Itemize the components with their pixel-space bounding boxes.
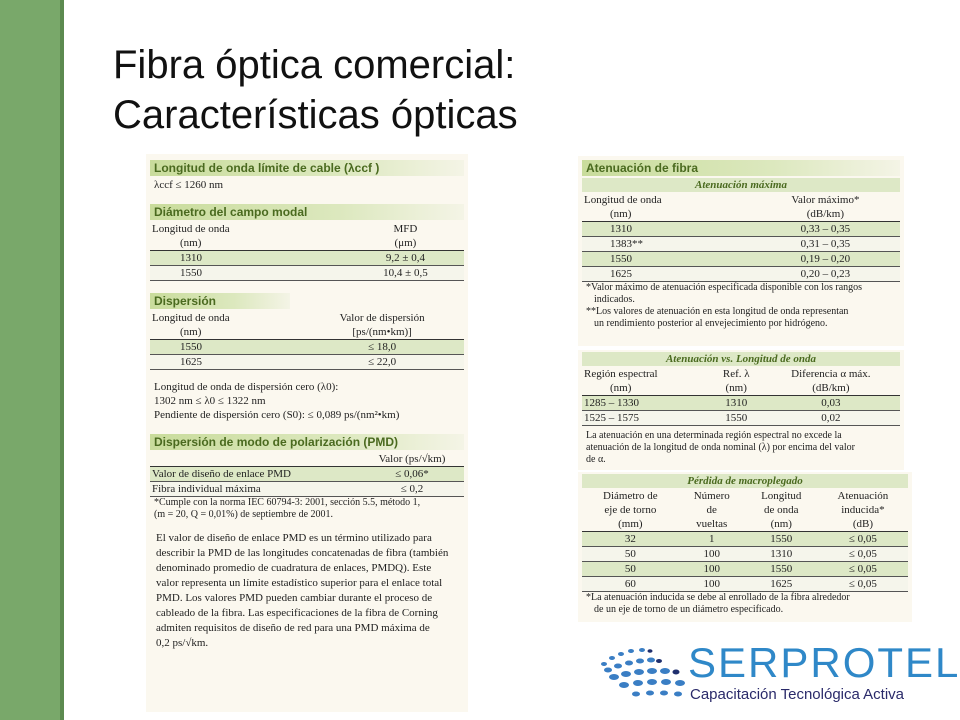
pmd-cell: Fibra individual máxima: [150, 482, 360, 497]
disp-cell: ≤ 18,0: [300, 340, 464, 355]
mfd-col2-label: MFD: [393, 223, 418, 235]
avw-col3-label: Diferencia α máx.: [791, 368, 871, 380]
mb-cell: ≤ 0,05: [818, 532, 908, 547]
att-col1-label: Longitud de onda: [584, 194, 662, 206]
mb-cell: 50: [582, 547, 679, 562]
macrobend-subtitle: Pérdida de macroplegado: [582, 474, 908, 488]
mb-cell: 100: [679, 562, 745, 577]
mfd-cell: 1310: [150, 251, 347, 266]
mb-header: (mm): [582, 517, 679, 532]
specs-left-panel: [146, 154, 468, 712]
table-row: [582, 237, 900, 252]
macrobend-panel: [578, 472, 912, 622]
pmd-col-header: Valor (ps/√km): [360, 452, 464, 467]
mb-cell: 1550: [745, 562, 818, 577]
slide-title-line2: Características ópticas: [113, 93, 518, 137]
table-row: [150, 340, 464, 355]
avw-note: de α.: [586, 454, 606, 465]
att-note: indicados.: [594, 294, 635, 305]
att-cell: 0,20 – 0,23: [751, 267, 900, 282]
disp-col1-unit: (nm): [150, 325, 300, 340]
disp-cell: 1625: [150, 355, 300, 370]
att-cell: 0,31 – 0,35: [751, 237, 900, 252]
att-note: un rendimiento posterior al envejecimiento por hidrógeno.: [594, 318, 828, 329]
att-cell: 1310: [582, 222, 751, 237]
mb-header: Atenuación: [837, 490, 889, 502]
disp-col1-label: Longitud de onda: [152, 312, 230, 324]
pmd-para-line: 0,2 ps/√km.: [156, 637, 209, 649]
mb-header: Número: [693, 490, 730, 502]
pmd-para-line: valor representa un límite estadístico superior para el enlace total: [156, 577, 443, 589]
pmd-para-line: cableado de la fibra. Las especificaciones de la fibra de Corning: [156, 607, 438, 619]
mfd-col2-unit: (μm): [347, 236, 464, 251]
disp-col2-unit: [ps/(nm•km)]: [300, 325, 464, 340]
disp-cell: 1550: [150, 340, 300, 355]
mb-cell: 60: [582, 577, 679, 592]
disp-col2-label: Valor de dispersión: [339, 312, 425, 324]
table-row: [150, 482, 464, 497]
pmd-note-1: *Cumple con la norma IEC 60794-3: 2001, sección 5.5, método 1,: [154, 497, 421, 508]
zero-dispersion-range: 1302 nm ≤ λ0 ≤ 1322 nm: [154, 395, 266, 407]
avw-cell: 1550: [711, 411, 762, 426]
disp-cell: ≤ 22,0: [300, 355, 464, 370]
avw-col1-unit: (nm): [582, 381, 711, 396]
pmd-paragraph: [150, 531, 464, 651]
mb-cell: 1550: [745, 532, 818, 547]
att-note: *Valor máximo de atenuación especificada disponible con los rangos: [586, 282, 863, 293]
slide-title-line1: Fibra óptica comercial:: [113, 43, 516, 87]
table-row: [582, 562, 908, 577]
attenuation-subtitle: Atenuación máxima: [582, 178, 900, 192]
mb-cell: 100: [679, 577, 745, 592]
att-note: **Los valores de atenuación en esta longitud de onda representan: [586, 306, 849, 317]
slide-title: [113, 40, 518, 140]
avw-cell: 0,02: [762, 411, 900, 426]
table-row: [582, 547, 908, 562]
mb-cell: ≤ 0,05: [818, 577, 908, 592]
serprotel-logo: [596, 639, 960, 710]
mb-header: Diámetro de: [603, 490, 658, 502]
decorative-side-bar: [0, 0, 60, 720]
att-col2-label: Valor máximo*: [791, 194, 860, 206]
attenuation-panel: [578, 156, 904, 346]
macrobend-table: [582, 489, 908, 592]
mfd-cell: 9,2 ± 0,4: [347, 251, 464, 266]
mb-cell: 100: [679, 547, 745, 562]
mb-header: (dB): [818, 517, 908, 532]
table-row: [582, 252, 900, 267]
avw-cell: 0,03: [762, 396, 900, 411]
att-vs-wl-panel: [578, 350, 904, 470]
table-row: [582, 532, 908, 547]
att-cell: 1550: [582, 252, 751, 267]
mb-cell: ≤ 0,05: [818, 562, 908, 577]
mb-note: *La atenuación inducida se debe al enrollado de la fibra alrededor: [586, 592, 850, 603]
mb-cell: 50: [582, 562, 679, 577]
avw-col2-label: Ref. λ: [722, 368, 750, 380]
avw-cell: 1525 – 1575: [582, 411, 711, 426]
att-col1-unit: (nm): [582, 207, 751, 222]
cable-cutoff-heading: Longitud de onda límite de cable (λccf ): [150, 160, 464, 176]
att-cell: 1625: [582, 267, 751, 282]
pmd-para-line: admiten requisitos de diseño de red para una PMD máxima de: [156, 622, 430, 634]
pmd-para-line: describir la PMD de las longitudes concatenadas de fibra (también: [156, 547, 449, 559]
pmd-cell: Valor de diseño de enlace PMD: [150, 467, 360, 482]
mb-header: vueltas: [679, 517, 745, 532]
mb-cell: 1625: [745, 577, 818, 592]
mb-header: Longitud: [761, 490, 802, 502]
table-row: [150, 467, 464, 482]
logo-name: SERPROTEL: [688, 639, 960, 686]
mb-header: de onda: [764, 504, 799, 516]
zero-dispersion-wl: Longitud de onda de dispersión cero (λ0):: [154, 381, 339, 393]
pmd-para-line: denominado promedio de cuadratura de enlaces, PMDQ). Este: [156, 562, 432, 574]
mb-cell: ≤ 0,05: [818, 547, 908, 562]
pmd-para-line: PMD. Los valores PMD pueden cambiar durante el proceso de: [156, 592, 433, 604]
pmd-note-2: (m = 20, Q = 0,01%) de septiembre de 2001.: [154, 509, 334, 520]
pmd-heading: Dispersión de modo de polarización (PMD): [150, 434, 464, 450]
att-vs-wl-subtitle: Atenuación vs. Longitud de onda: [582, 352, 900, 366]
cable-cutoff-value: λccf ≤ 1260 nm: [154, 179, 224, 191]
table-row: [582, 577, 908, 592]
pmd-cell: ≤ 0,2: [360, 482, 464, 497]
mb-header: (nm): [745, 517, 818, 532]
avw-note: atenuación de la longitud de onda nominal (λ) por encima del valor: [586, 442, 855, 453]
att-cell: 0,19 – 0,20: [751, 252, 900, 267]
att-cell: 0,33 – 0,35: [751, 222, 900, 237]
zero-dispersion-slope: Pendiente de dispersión cero (S0): ≤ 0,089 ps/(nm²•km): [154, 409, 400, 421]
mb-note: de un eje de torno de un diámetro especificado.: [594, 604, 784, 615]
pmd-table: [150, 452, 464, 497]
table-row: [582, 411, 900, 426]
avw-col3-unit: (dB/km): [762, 381, 900, 396]
mfd-col1-label: Longitud de onda: [152, 223, 230, 235]
logo-dots-icon: [596, 642, 688, 712]
att-vs-wl-table: [582, 367, 900, 426]
table-row: [582, 267, 900, 282]
att-cell: 1383**: [582, 237, 751, 252]
dispersion-table: [150, 311, 464, 370]
mfd-heading: Diámetro del campo modal: [150, 204, 464, 220]
mfd-col1-unit: (nm): [150, 236, 347, 251]
mb-header: eje de torno: [604, 504, 657, 516]
mb-cell: 1: [679, 532, 745, 547]
table-row: [150, 355, 464, 370]
mfd-cell: 10,4 ± 0,5: [347, 266, 464, 281]
dispersion-heading: Dispersión: [150, 293, 290, 309]
mfd-table: [150, 222, 464, 281]
table-row: [582, 396, 900, 411]
avw-cell: 1310: [711, 396, 762, 411]
pmd-cell: ≤ 0,06*: [360, 467, 464, 482]
table-row: [150, 266, 464, 281]
mb-header: inducida*: [841, 504, 885, 516]
logo-tagline: Capacitación Tecnológica Activa: [690, 686, 905, 703]
avw-col1-label: Región espectral: [584, 368, 658, 380]
pmd-para-line: El valor de diseño de enlace PMD es un término utilizado para: [156, 532, 432, 544]
attenuation-heading: Atenuación de fibra: [582, 160, 900, 176]
avw-note: La atenuación en una determinada región espectral no excede la: [586, 430, 842, 441]
att-col2-unit: (dB/km): [751, 207, 900, 222]
table-row: [582, 222, 900, 237]
mb-cell: 1310: [745, 547, 818, 562]
table-row: [150, 251, 464, 266]
mfd-cell: 1550: [150, 266, 347, 281]
avw-cell: 1285 – 1330: [582, 396, 711, 411]
mb-cell: 32: [582, 532, 679, 547]
mb-header: de: [706, 504, 717, 516]
avw-col2-unit: (nm): [711, 381, 762, 396]
attenuation-table: [582, 193, 900, 282]
